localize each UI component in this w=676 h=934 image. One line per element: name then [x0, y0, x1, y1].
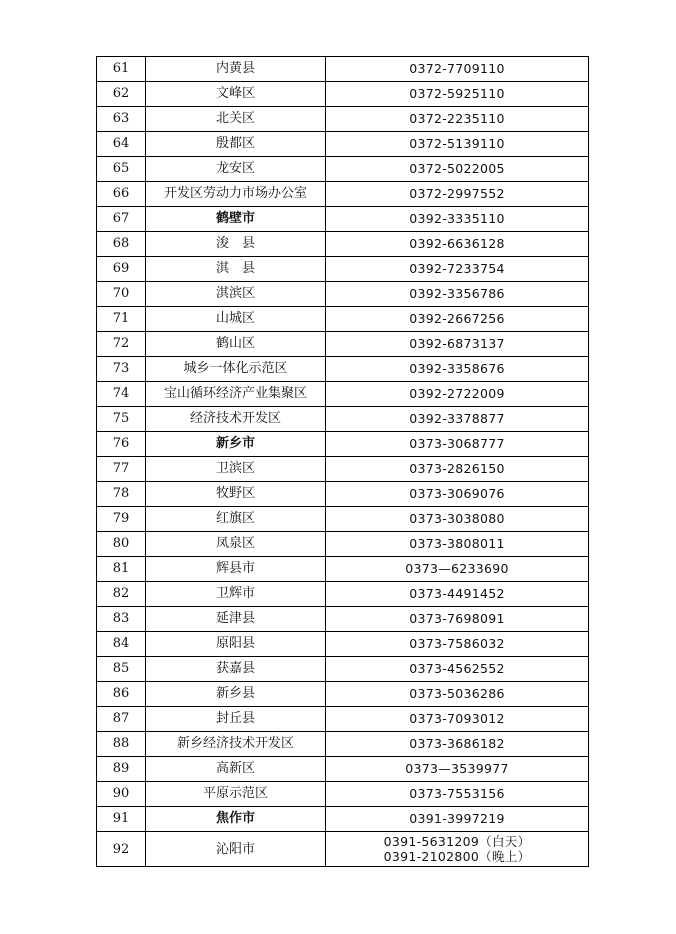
row-number: 83 [97, 607, 146, 632]
phone-number: 0373-7093012 [326, 707, 589, 732]
district-name: 原阳县 [146, 632, 326, 657]
phone-number: 0373-5036286 [326, 682, 589, 707]
phone-number: 0372-5022005 [326, 157, 589, 182]
table-row [97, 557, 589, 582]
phone-number: 0392-6873137 [326, 332, 589, 357]
district-name: 北关区 [146, 107, 326, 132]
table-row [97, 307, 589, 332]
district-name: 浚 县 [146, 232, 326, 257]
district-name: 鹤山区 [146, 332, 326, 357]
contact-table [96, 56, 589, 867]
phone-number: 0392-3356786 [326, 282, 589, 307]
district-name: 内黄县 [146, 57, 326, 82]
phone-number: 0392-3358676 [326, 357, 589, 382]
district-name: 红旗区 [146, 507, 326, 532]
district-name: 卫滨区 [146, 457, 326, 482]
phone-number: 0392-3378877 [326, 407, 589, 432]
table-row [97, 757, 589, 782]
table-row [97, 657, 589, 682]
table-row [97, 182, 589, 207]
district-name: 文峰区 [146, 82, 326, 107]
row-number: 76 [97, 432, 146, 457]
phone-number: 0392-6636128 [326, 232, 589, 257]
phone-number: 0372-5139110 [326, 132, 589, 157]
row-number: 62 [97, 82, 146, 107]
table-row [97, 257, 589, 282]
row-number: 84 [97, 632, 146, 657]
phone-number: 0372-7709110 [326, 57, 589, 82]
row-number: 66 [97, 182, 146, 207]
table-row [97, 507, 589, 532]
table-row [97, 232, 589, 257]
table-row [97, 57, 589, 82]
district-name: 经济技术开发区 [146, 407, 326, 432]
phone-number: 0373-7553156 [326, 782, 589, 807]
district-name: 殷都区 [146, 132, 326, 157]
phone-number: 0373-4562552 [326, 657, 589, 682]
phone-number: 0373-3686182 [326, 732, 589, 757]
row-number: 74 [97, 382, 146, 407]
table-row [97, 207, 589, 232]
row-number: 85 [97, 657, 146, 682]
row-number: 77 [97, 457, 146, 482]
row-number: 89 [97, 757, 146, 782]
table-row [97, 682, 589, 707]
city-name: 新乡市 [146, 432, 326, 457]
row-number: 90 [97, 782, 146, 807]
row-number: 73 [97, 357, 146, 382]
table-row [97, 407, 589, 432]
row-number: 72 [97, 332, 146, 357]
phone-number: 0373-3038080 [326, 507, 589, 532]
table-row [97, 707, 589, 732]
table-row [97, 532, 589, 557]
phone-number: 0392-2722009 [326, 382, 589, 407]
phone-number: 0392-7233754 [326, 257, 589, 282]
row-number: 82 [97, 582, 146, 607]
table-row [97, 107, 589, 132]
district-name: 高新区 [146, 757, 326, 782]
district-name: 新乡经济技术开发区 [146, 732, 326, 757]
phone-number: 0373-2826150 [326, 457, 589, 482]
phone-number: 0392-2667256 [326, 307, 589, 332]
phone-number: 0373-3808011 [326, 532, 589, 557]
row-number: 87 [97, 707, 146, 732]
table-row [97, 432, 589, 457]
row-number: 68 [97, 232, 146, 257]
phone-number: 0373-4491452 [326, 582, 589, 607]
row-number: 65 [97, 157, 146, 182]
phone-number [326, 832, 589, 867]
row-number: 69 [97, 257, 146, 282]
district-name: 龙安区 [146, 157, 326, 182]
table-body [97, 57, 589, 867]
phone-number: 0373-7586032 [326, 632, 589, 657]
phone-number: 0391-3997219 [326, 807, 589, 832]
phone-number: 0392-3335110 [326, 207, 589, 232]
table-row [97, 482, 589, 507]
row-number: 92 [97, 832, 146, 867]
table-row [97, 357, 589, 382]
table-row [97, 332, 589, 357]
table-row [97, 832, 589, 867]
phone-number: 0373-3069076 [326, 482, 589, 507]
district-name: 辉县市 [146, 557, 326, 582]
row-number: 61 [97, 57, 146, 82]
row-number: 78 [97, 482, 146, 507]
phone-number: 0372-2235110 [326, 107, 589, 132]
table-row [97, 132, 589, 157]
row-number: 75 [97, 407, 146, 432]
row-number: 79 [97, 507, 146, 532]
district-name: 开发区劳动力市场办公室 [146, 182, 326, 207]
row-number: 86 [97, 682, 146, 707]
district-name: 延津县 [146, 607, 326, 632]
table-row [97, 782, 589, 807]
table-row [97, 82, 589, 107]
phone-daytime: 0391-5631209（白天） [383, 834, 531, 849]
row-number: 81 [97, 557, 146, 582]
phone-number: 0373-7698091 [326, 607, 589, 632]
table-row [97, 157, 589, 182]
phone-number: 0372-2997552 [326, 182, 589, 207]
district-name: 平原示范区 [146, 782, 326, 807]
row-number: 80 [97, 532, 146, 557]
district-name: 牧野区 [146, 482, 326, 507]
district-name: 凤泉区 [146, 532, 326, 557]
table-row [97, 457, 589, 482]
phone-number: 0372-5925110 [326, 82, 589, 107]
row-number: 63 [97, 107, 146, 132]
city-name: 鹤壁市 [146, 207, 326, 232]
table-row [97, 732, 589, 757]
district-name: 封丘县 [146, 707, 326, 732]
phone-number: 0373—6233690 [326, 557, 589, 582]
district-name: 淇 县 [146, 257, 326, 282]
table-row [97, 607, 589, 632]
table-row [97, 282, 589, 307]
district-name: 卫辉市 [146, 582, 326, 607]
row-number: 91 [97, 807, 146, 832]
row-number: 88 [97, 732, 146, 757]
district-name: 获嘉县 [146, 657, 326, 682]
district-name: 沁阳市 [146, 832, 326, 867]
district-name: 城乡一体化示范区 [146, 357, 326, 382]
city-name: 焦作市 [146, 807, 326, 832]
table-row [97, 632, 589, 657]
district-name: 宝山循环经济产业集聚区 [146, 382, 326, 407]
table-row [97, 807, 589, 832]
table-row [97, 582, 589, 607]
row-number: 64 [97, 132, 146, 157]
row-number: 67 [97, 207, 146, 232]
phone-number: 0373-3068777 [326, 432, 589, 457]
row-number: 71 [97, 307, 146, 332]
district-name: 新乡县 [146, 682, 326, 707]
phone-number: 0373—3539977 [326, 757, 589, 782]
district-name: 淇滨区 [146, 282, 326, 307]
table-row [97, 382, 589, 407]
phone-evening: 0391-2102800（晚上） [383, 849, 531, 864]
district-name: 山城区 [146, 307, 326, 332]
row-number: 70 [97, 282, 146, 307]
